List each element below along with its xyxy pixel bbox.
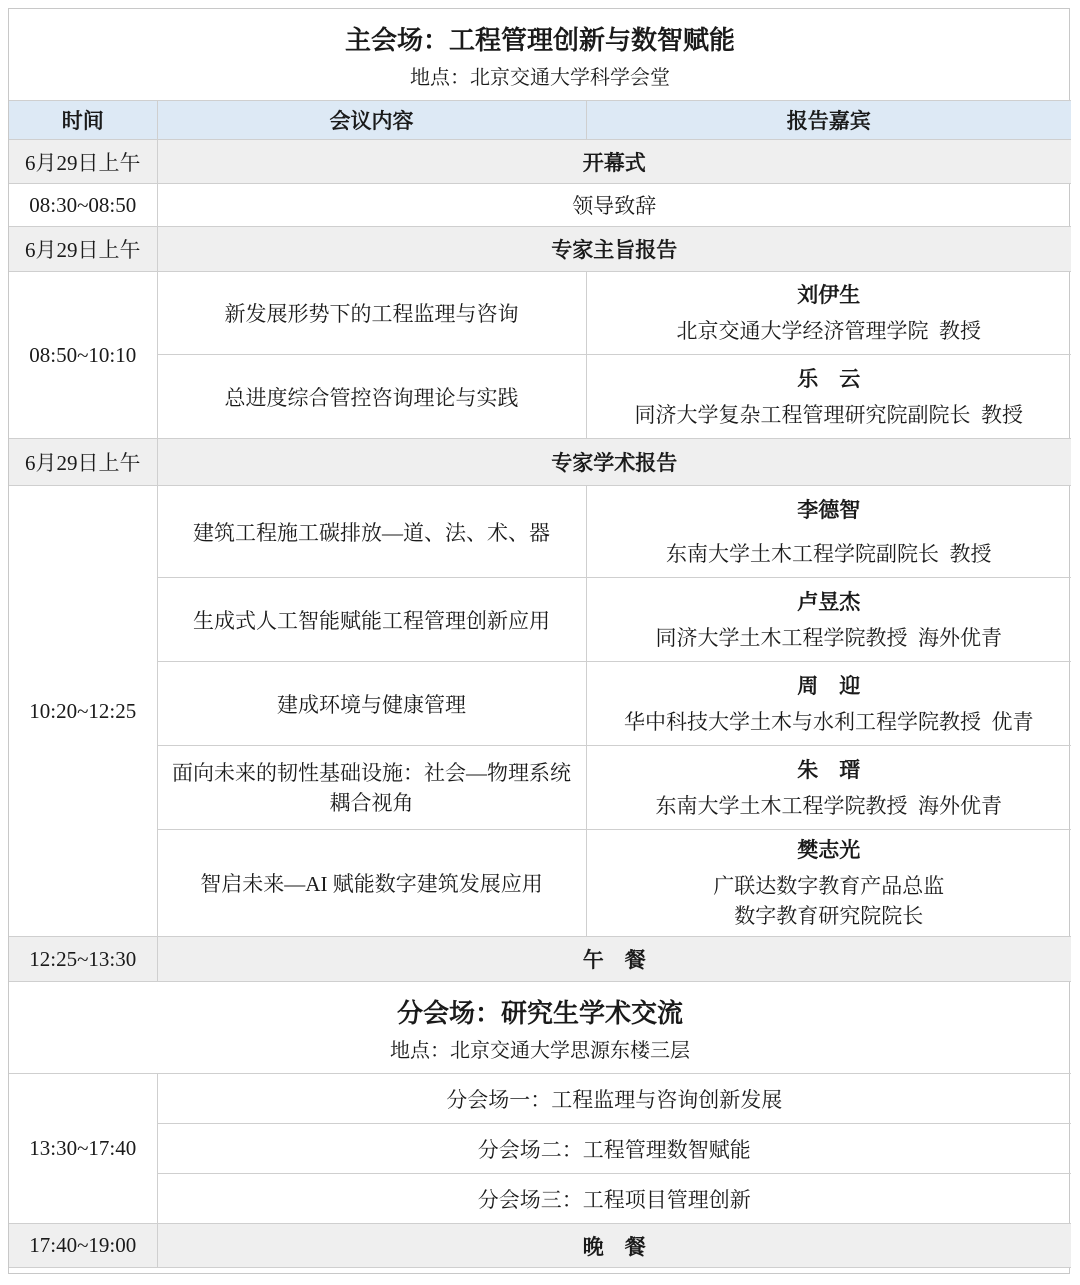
table-row [9, 1174, 1071, 1224]
main-title-row [9, 9, 1071, 101]
opening-date: 6月29日上午 [9, 140, 157, 184]
talk-title: 建成环境与健康管理 [157, 662, 586, 746]
header-guest: 报告嘉宾 [586, 101, 1071, 140]
academic-section-title: 专家学术报告 [157, 439, 1071, 486]
agenda-table [9, 9, 1071, 1268]
table-row [9, 662, 1071, 746]
sub-session: 分会场三：工程项目管理创新 [157, 1174, 1071, 1224]
table-row [9, 746, 1071, 830]
speaker-affiliation: 北京交通大学经济管理学院 教授 [676, 319, 981, 343]
speaker-affiliation: 同济大学土木工程学院教授 海外优青 [655, 625, 1002, 650]
keynote-date: 6月29日上午 [9, 227, 157, 272]
lunch-time: 12:25~13:30 [9, 937, 157, 982]
talk-title: 面向未来的韧性基础设施：社会—物理系统耦合视角 [172, 760, 571, 815]
table-row [9, 578, 1071, 662]
speaker-name: 李德智 [797, 497, 861, 522]
opening-time: 08:30~08:50 [9, 184, 157, 227]
table-row [9, 1124, 1071, 1174]
header-content: 会议内容 [157, 101, 586, 140]
speaker-name: 乐 云 [797, 366, 861, 391]
talk-title: 总进度综合管控咨询理论与实践 [157, 355, 586, 439]
sub-session: 分会场二：工程管理数智赋能 [157, 1124, 1071, 1174]
speaker-affiliation: 东南大学土木工程学院教授 海外优青 [655, 793, 1002, 818]
dinner-time: 17:40~19:00 [9, 1224, 157, 1268]
table-row [9, 486, 1071, 578]
speaker-name: 樊志光 [797, 838, 861, 862]
header-time: 时间 [9, 101, 157, 140]
opening-row [9, 184, 1071, 227]
main-title: 主会场：工程管理创新与数智赋能 [345, 25, 736, 55]
opening-section-title: 开幕式 [157, 140, 1071, 184]
agenda-sheet [8, 8, 1070, 1274]
speaker-affiliation: 同济大学复杂工程管理研究院副院长 教授 [634, 402, 1023, 427]
lunch-label: 午 餐 [157, 937, 1071, 982]
table-row [9, 272, 1071, 355]
academic-date: 6月29日上午 [9, 439, 157, 486]
speaker-name: 朱 瑨 [797, 757, 861, 782]
academic-time: 10:20~12:25 [9, 486, 157, 937]
speaker-affiliation: 东南大学土木工程学院副院长 教授 [666, 541, 992, 566]
speaker-name: 周 迎 [797, 673, 861, 698]
table-row [9, 830, 1071, 937]
dinner-row [9, 1224, 1071, 1268]
speaker-name: 刘伊生 [797, 283, 861, 307]
lunch-row [9, 937, 1071, 982]
talk-title: 建筑工程施工碳排放—道、法、术、器 [157, 486, 586, 578]
table-row [9, 1074, 1071, 1124]
talk-title: 智启未来—AI 赋能数字建筑发展应用 [157, 830, 586, 937]
sub-time: 13:30~17:40 [9, 1074, 157, 1224]
keynote-section-title: 专家主旨报告 [157, 227, 1071, 272]
header-row [9, 101, 1071, 140]
speaker-affiliation-2: 数字教育研究院院长 [734, 904, 924, 928]
sub-title: 分会场：研究生学术交流 [397, 998, 684, 1028]
speaker-name: 卢昱杰 [797, 589, 861, 614]
sub-location: 地点：北京交通大学思源东楼三层 [390, 1039, 690, 1062]
talk-title: 新发展形势下的工程监理与咨询 [157, 272, 586, 355]
main-location: 地点：北京交通大学科学会堂 [410, 66, 670, 89]
sub-title-row [9, 982, 1071, 1074]
academic-section-row [9, 439, 1071, 486]
keynote-time: 08:50~10:10 [9, 272, 157, 439]
keynote-section-row [9, 227, 1071, 272]
opening-section-row [9, 140, 1071, 184]
speaker-affiliation: 广联达数字教育产品总监 [713, 874, 945, 898]
speaker-affiliation: 华中科技大学土木与水利工程学院教授 优青 [624, 709, 1034, 734]
table-row [9, 355, 1071, 439]
opening-content: 领导致辞 [157, 184, 1071, 227]
talk-title: 生成式人工智能赋能工程管理创新应用 [157, 578, 586, 662]
dinner-label: 晚 餐 [157, 1224, 1071, 1268]
sub-session: 分会场一：工程监理与咨询创新发展 [157, 1074, 1071, 1124]
